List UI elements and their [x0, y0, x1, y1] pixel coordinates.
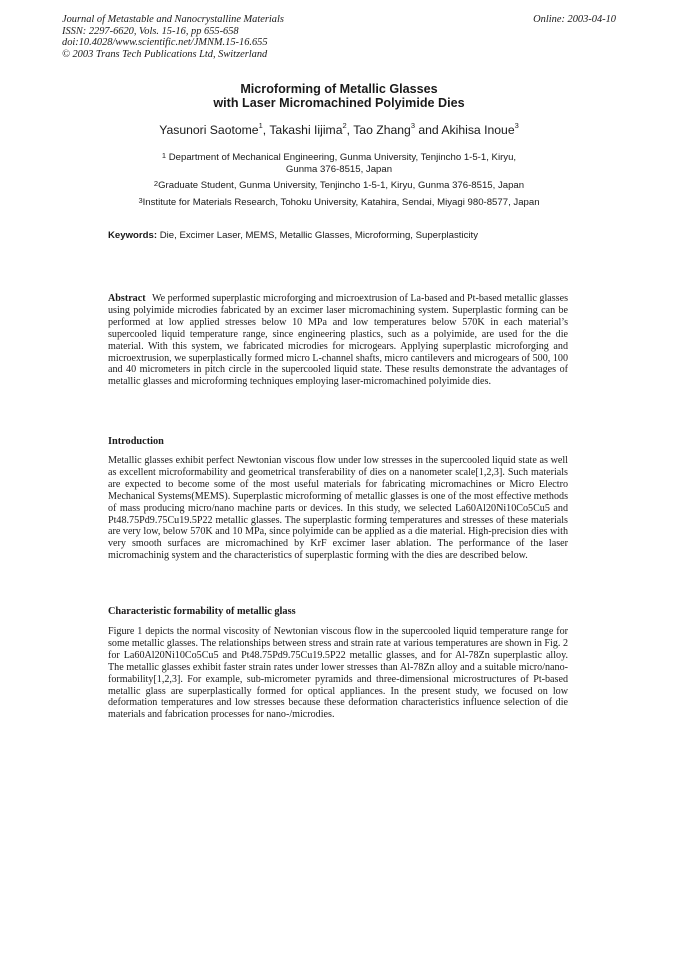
affiliation-mark: 1 [161, 151, 167, 160]
author-affiliation-mark: 1 [258, 121, 263, 130]
affiliation-1 [0, 152, 678, 175]
affiliation-line: Department of Mechanical Engineering, Gunma University, Tenjincho 1-5-1, Kiryu, [168, 152, 517, 163]
author-separator: and [414, 123, 442, 137]
online-date: Online: 2003-04-10 [533, 14, 616, 25]
author-separator: , [262, 123, 270, 137]
author-affiliation-mark: 3 [514, 121, 519, 130]
affiliation-line: Institute for Materials Research, Tohoku University, Katahira, Sendai, Miyagi 980-8577, Japan [142, 197, 540, 208]
author-affiliation-mark: 2 [342, 121, 347, 130]
affiliation-mark: 2 [153, 179, 159, 188]
abstract-label: Abstract [108, 293, 146, 304]
author-name: Tao Zhang [353, 123, 411, 137]
journal-copyright: © 2003 Trans Tech Publications Ltd, Switzerland [62, 48, 268, 60]
formability-heading: Characteristic formability of metallic glass [108, 606, 296, 617]
affiliation-2 [0, 180, 678, 192]
author-name: Takashi Iijima [269, 123, 343, 137]
abstract-text: We performed superplastic microforging and microextrusion of La-based and Pt-based metallic glasses using polyimide microdies fabricated by an excimer laser micromachining system. Superplastic forming can be performed at low applied stresses below 10 MPa and low temperatures below 570K in each material’s supercooled liquid temperature range, since engineering plastics, such as a polyimide, are used for the die material. With this system, we fabricated microdies for microgears. Applying superplastic microforging and microextrusion, we superplastically formed micro L-channel shafts, micro cantilevers and microgears of 500, 100 and 40 micrometers in pitch circle in the supercooled liquid state. These results demonstrate the advantages of metallic glasses and microforming techniques employing laser-micromachined polyimide dies. [108, 293, 568, 388]
keywords [108, 230, 478, 241]
author-separator: , [346, 123, 354, 137]
introduction-text: Metallic glasses exhibit perfect Newtonian viscous flow under low stresses in the supercooled liquid state as well as excellent microformability and geometrical transferability of dies on a nanometer scale[1,2,3]. Such materials are expected to become some of the most useful materials for fabricating micromachines or Micro Electro Mechanical Systems(MEMS). Superplastic microforming of metallic glasses is one of the most effective methods of mass producing micro/nano machine parts or devices. In this study, we selected La60Al20Ni10Co5Cu5 and Pt48.75Pd9.75Cu19.5P22 metallic glasses. The superplastic forming temperatures and stresses of these materials are very low, below 570K and 10 MPa, since polyimide can be applied as a die material. High-precision dies with very smooth surfaces are micromachined by KrF excimer laser ablation. The performance of the laser micromachinig system and the characteristics of superplastic forming with the dies are described below. [108, 455, 568, 562]
author-name: Yasunori Saotome [159, 123, 259, 137]
keywords-text: Die, Excimer Laser, MEMS, Metallic Glasses, Microforming, Superplasticity [159, 230, 478, 241]
affiliation-line: Gunma 376-8515, Japan [285, 163, 393, 175]
journal-header [62, 14, 284, 60]
title-line-2: with Laser Micromachined Polyimide Dies [213, 96, 465, 110]
keywords-label: Keywords: [108, 230, 158, 241]
author-list [0, 123, 678, 137]
affiliation-line: Graduate Student, Gunma University, Tenjincho 1-5-1, Kiryu, Gunma 376-8515, Japan [158, 180, 525, 191]
journal-issn: ISSN: 2297-6620, Vols. 15-16, pp 655-658 [62, 25, 239, 37]
paper-title [0, 82, 678, 110]
author-affiliation-mark: 3 [410, 121, 415, 130]
author-name: Akihisa Inoue [441, 123, 515, 137]
abstract [108, 293, 568, 388]
title-line-1: Microforming of Metallic Glasses [240, 82, 438, 96]
introduction-heading: Introduction [108, 436, 164, 447]
affiliation-3 [0, 197, 678, 209]
formability-text: Figure 1 depicts the normal viscosity of Newtonian viscous flow in the supercooled liquid temperature range for some metallic glasses. The relationships between stress and strain rate at various temperatures are shown in Fig. 2 for La60Al20Ni10Co5Cu5 and Pt48.75Pd9.75Cu19.5P22 metallic glasses, and for Al-78Zn superplastic alloy. The metallic glasses exhibit faster strain rates under lower stresses than Al-78Zn alloy and a suitable micro/nano-formability[1,2,3]. For example, sub-micrometer pyramids and three-dimensional microstructures of Pt-based metallic glass are superplastically formed for optical appliances. In the present study, we focused on low deformation temperatures and low stresses because these deformation characteristics influence selection of die materials and fabrication processes for nano-/microdies. [108, 626, 568, 721]
journal-doi[interactable]: doi:10.4028/www.scientific.net/JMNM.15-16.655 [62, 37, 268, 49]
journal-name: Journal of Metastable and Nanocrystalline Materials [62, 14, 284, 25]
affiliation-mark: 3 [138, 196, 143, 205]
